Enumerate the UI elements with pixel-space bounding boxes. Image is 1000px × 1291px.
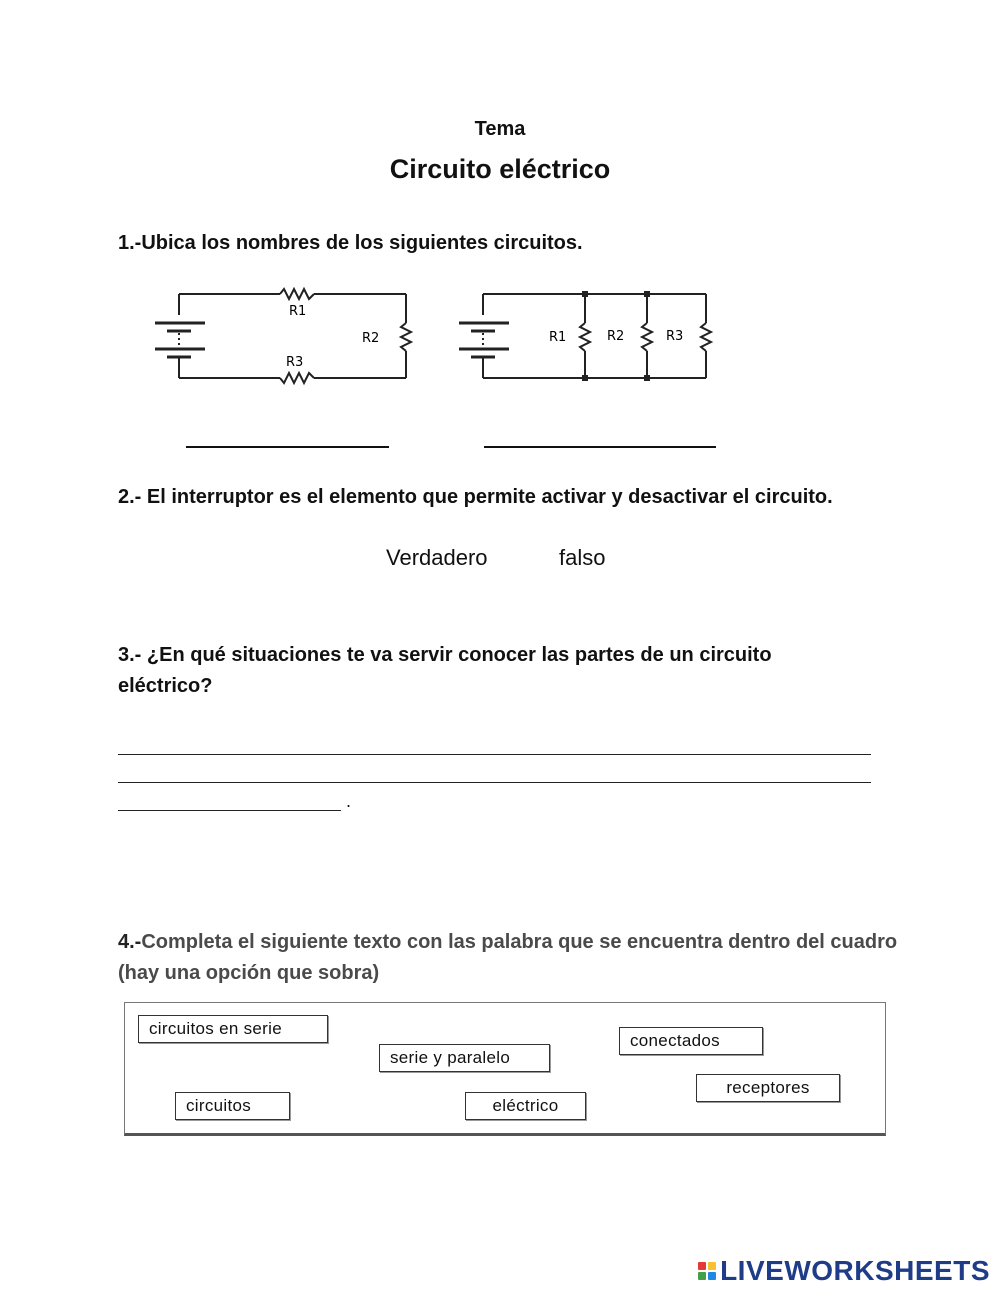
answer-line-series[interactable] bbox=[186, 446, 389, 448]
page-title: Circuito eléctrico bbox=[389, 154, 611, 184]
question-3-text: 3.- ¿En qué situaciones te va servir conocer las partes de un circuito eléctrico? bbox=[118, 644, 772, 697]
parallel-r2-label: R2 bbox=[607, 329, 625, 344]
answer-line-2[interactable] bbox=[118, 782, 871, 783]
parallel-r1-label: R1 bbox=[549, 330, 567, 345]
answer-end-period: . bbox=[346, 791, 352, 811]
parallel-r3-label: R3 bbox=[666, 329, 684, 344]
series-r3-label: R3 bbox=[286, 355, 304, 370]
question-4-text bbox=[118, 927, 898, 989]
parallel-circuit-diagram bbox=[455, 285, 725, 390]
question-4-number: 4.- bbox=[118, 931, 142, 953]
series-circuit-diagram bbox=[150, 285, 420, 390]
word-receptores[interactable]: receptores bbox=[696, 1074, 840, 1102]
word-electrico[interactable]: eléctrico bbox=[465, 1092, 586, 1120]
liveworksheets-logo bbox=[698, 1255, 990, 1287]
answer-line-parallel[interactable] bbox=[484, 446, 716, 448]
series-r1-label: R1 bbox=[289, 304, 307, 319]
topic-label: Tema bbox=[474, 118, 526, 140]
answer-line-3[interactable] bbox=[118, 810, 341, 811]
question-4-instructions: Completa el siguiente texto con las palabra que se encuentra dentro del cuadro (hay una opción que sobra) bbox=[118, 931, 898, 984]
option-verdadero[interactable]: Verdadero bbox=[386, 545, 488, 570]
logo-block-blue bbox=[708, 1272, 716, 1280]
logo-block-green bbox=[698, 1272, 706, 1280]
word-circuitos[interactable]: circuitos bbox=[175, 1092, 290, 1120]
series-r2-label: R2 bbox=[362, 331, 380, 346]
word-circuitos-en-serie[interactable]: circuitos en serie bbox=[138, 1015, 328, 1043]
word-conectados[interactable]: conectados bbox=[619, 1027, 763, 1055]
answer-line-1[interactable] bbox=[118, 754, 871, 755]
logo-text: LIVEWORKSHEETS bbox=[720, 1255, 990, 1286]
word-serie-y-paralelo[interactable]: serie y paralelo bbox=[379, 1044, 550, 1072]
logo-icon bbox=[698, 1262, 716, 1280]
logo-block-red bbox=[698, 1262, 706, 1270]
question-2-text: 2.- El interruptor es el elemento que permite activar y desactivar el circuito. bbox=[118, 486, 833, 508]
question-1-text: 1.-Ubica los nombres de los siguientes circuitos. bbox=[118, 232, 583, 254]
logo-block-yellow bbox=[708, 1262, 716, 1270]
option-falso[interactable]: falso bbox=[559, 545, 606, 570]
